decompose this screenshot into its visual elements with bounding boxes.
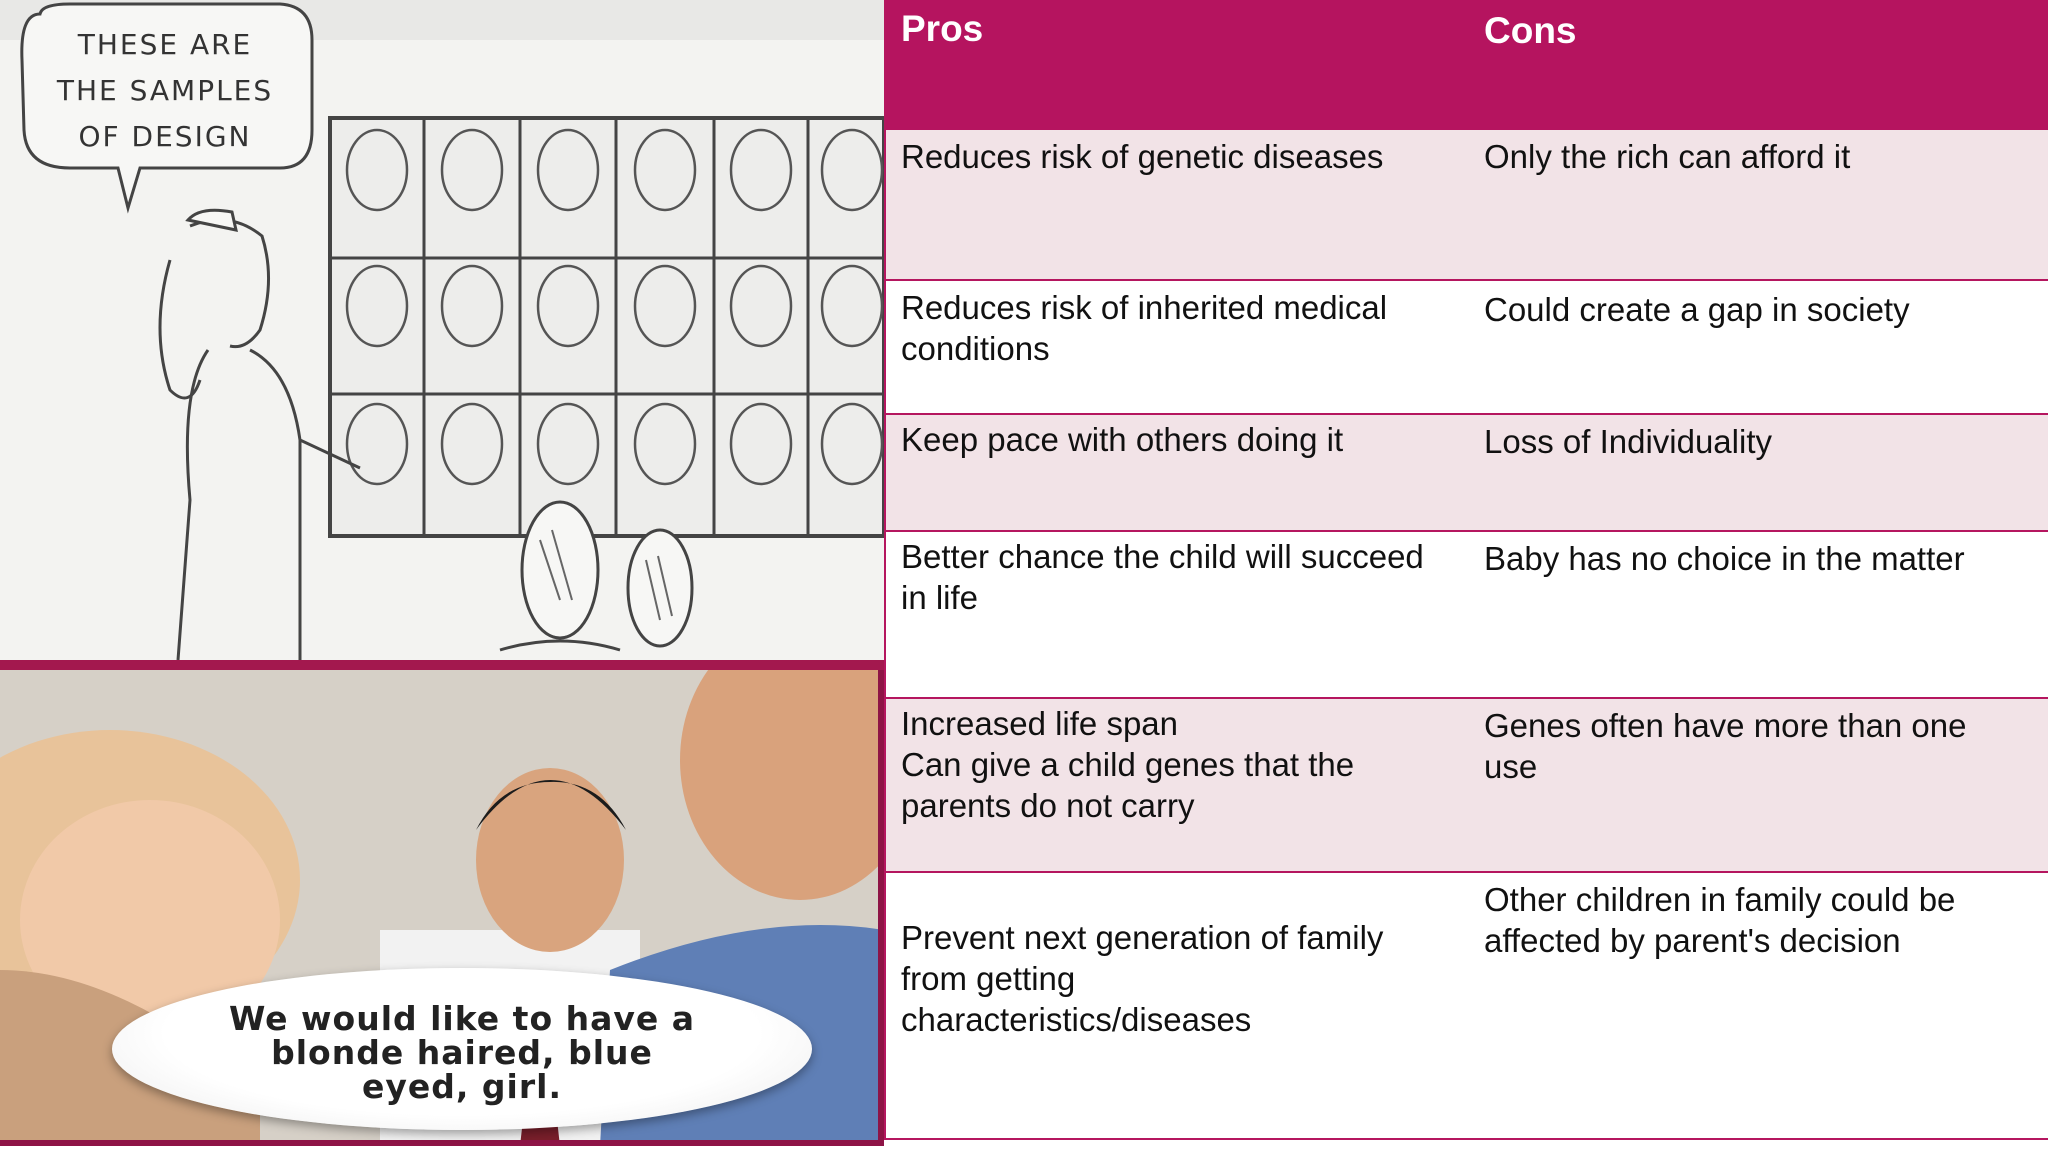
cartoon-speech-text: THESE ARE THE SAMPLES OF DESIGN — [56, 28, 274, 153]
pro-cell: Keep pace with others doing it — [901, 421, 1344, 458]
con-cell: Only the rich can afford it — [1484, 138, 1851, 175]
pro-cell: Better chance the child will succeed in life — [901, 538, 1424, 616]
con-cell: Loss of Individuality — [1484, 423, 1772, 460]
con-cell: Genes often have more than one use — [1484, 707, 1967, 785]
pro-cell: Reduces risk of genetic diseases — [901, 138, 1384, 175]
table-row — [886, 281, 2048, 415]
table-header — [886, 0, 2048, 130]
cons-header: Cons — [1484, 10, 1577, 51]
pro-cell: Reduces risk of inherited medical conditions — [901, 289, 1388, 367]
table-row — [886, 130, 2048, 281]
pro-cell: Prevent next generation of family from getting characteristics/diseases — [901, 919, 1384, 1038]
pros-cons-table — [884, 0, 2048, 1140]
pros-header: Pros — [901, 8, 984, 49]
con-cell: Could create a gap in society — [1484, 291, 1910, 328]
table-row — [886, 532, 2048, 699]
cartoon-divider — [0, 660, 884, 670]
pro-cell: Increased life span Can give a child genes that the parents do not carry — [901, 705, 1355, 824]
photo-speech-text: We would like to have a blonde haired, blue eyed, girl. — [228, 999, 696, 1106]
table-row — [886, 699, 2048, 873]
baby-samples-cartoon — [0, 0, 884, 660]
table-row — [886, 415, 2048, 532]
con-cell: Baby has no choice in the matter — [1484, 540, 1965, 577]
table-row — [886, 873, 2048, 1140]
con-cell: Other children in family could be affected by parent's decision — [1484, 881, 1956, 959]
